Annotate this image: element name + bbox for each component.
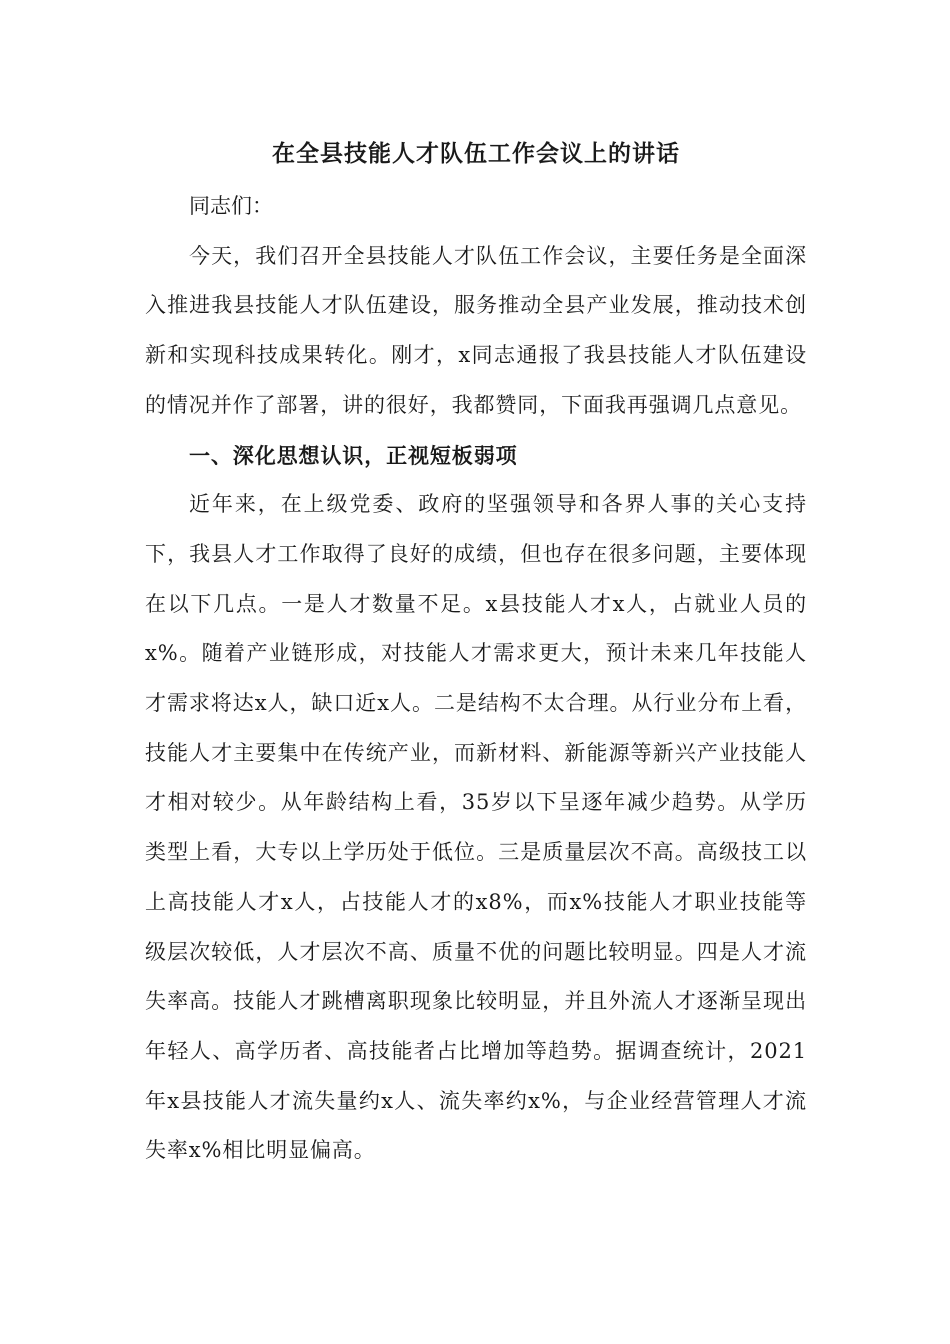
section-paragraph: 近年来，在上级党委、政府的坚强领导和各界人事的关心支持下，我县人才工作取得了良好的成绩，但也存在很多问题，主要体现在以下几点。一是人才数量不足。x县技能人才x人，占就业人员的x%。随着产业链形成，对技能人才需求更大，预计未来几年技能人才需求将达x人，缺口近x人。二是结构不太合理。从行业分布上看，技能人才主要集中在传统产业，而新材料、新能源等新兴产业技能人才相对较少。从年龄结构上看，35岁以下呈逐年减少趋势。从学历类型上看，大专以上学历处于低位。三是质量层次不高。高级技工以上高技能人才x人，占技能人才的x8%，而x%技能人才职业技能等级层次较低，人才层次不高、质量不优的问题比较明显。四是人才流失率高。技能人才跳槽离职现象比较明显，并且外流人才逐渐呈现出年轻人、高学历者、高技能者占比增加等趋势。据调查统计，2021年x县技能人才流失量约x人、流失率约x%，与企业经营管理人才流失率x%相比明显偏高。 xyxy=(145,492,807,1163)
document-title: 在全县技能人才队伍工作会议上的讲话 xyxy=(272,140,680,167)
intro-paragraph: 今天，我们召开全县技能人才队伍工作会议，主要任务是全面深入推进我县技能人才队伍建设，服务推动全县产业发展，推动技术创新和实现科技成果转化。刚才，x同志通报了我县技能人才队伍建设的情况并作了部署，讲的很好，我都赞同，下面我再强调几点意见。 xyxy=(145,243,807,417)
section-heading: 一、深化思想认识，正视短板弱项 xyxy=(189,442,518,468)
greeting: 同志们： xyxy=(189,194,273,218)
document-body xyxy=(145,126,807,1176)
